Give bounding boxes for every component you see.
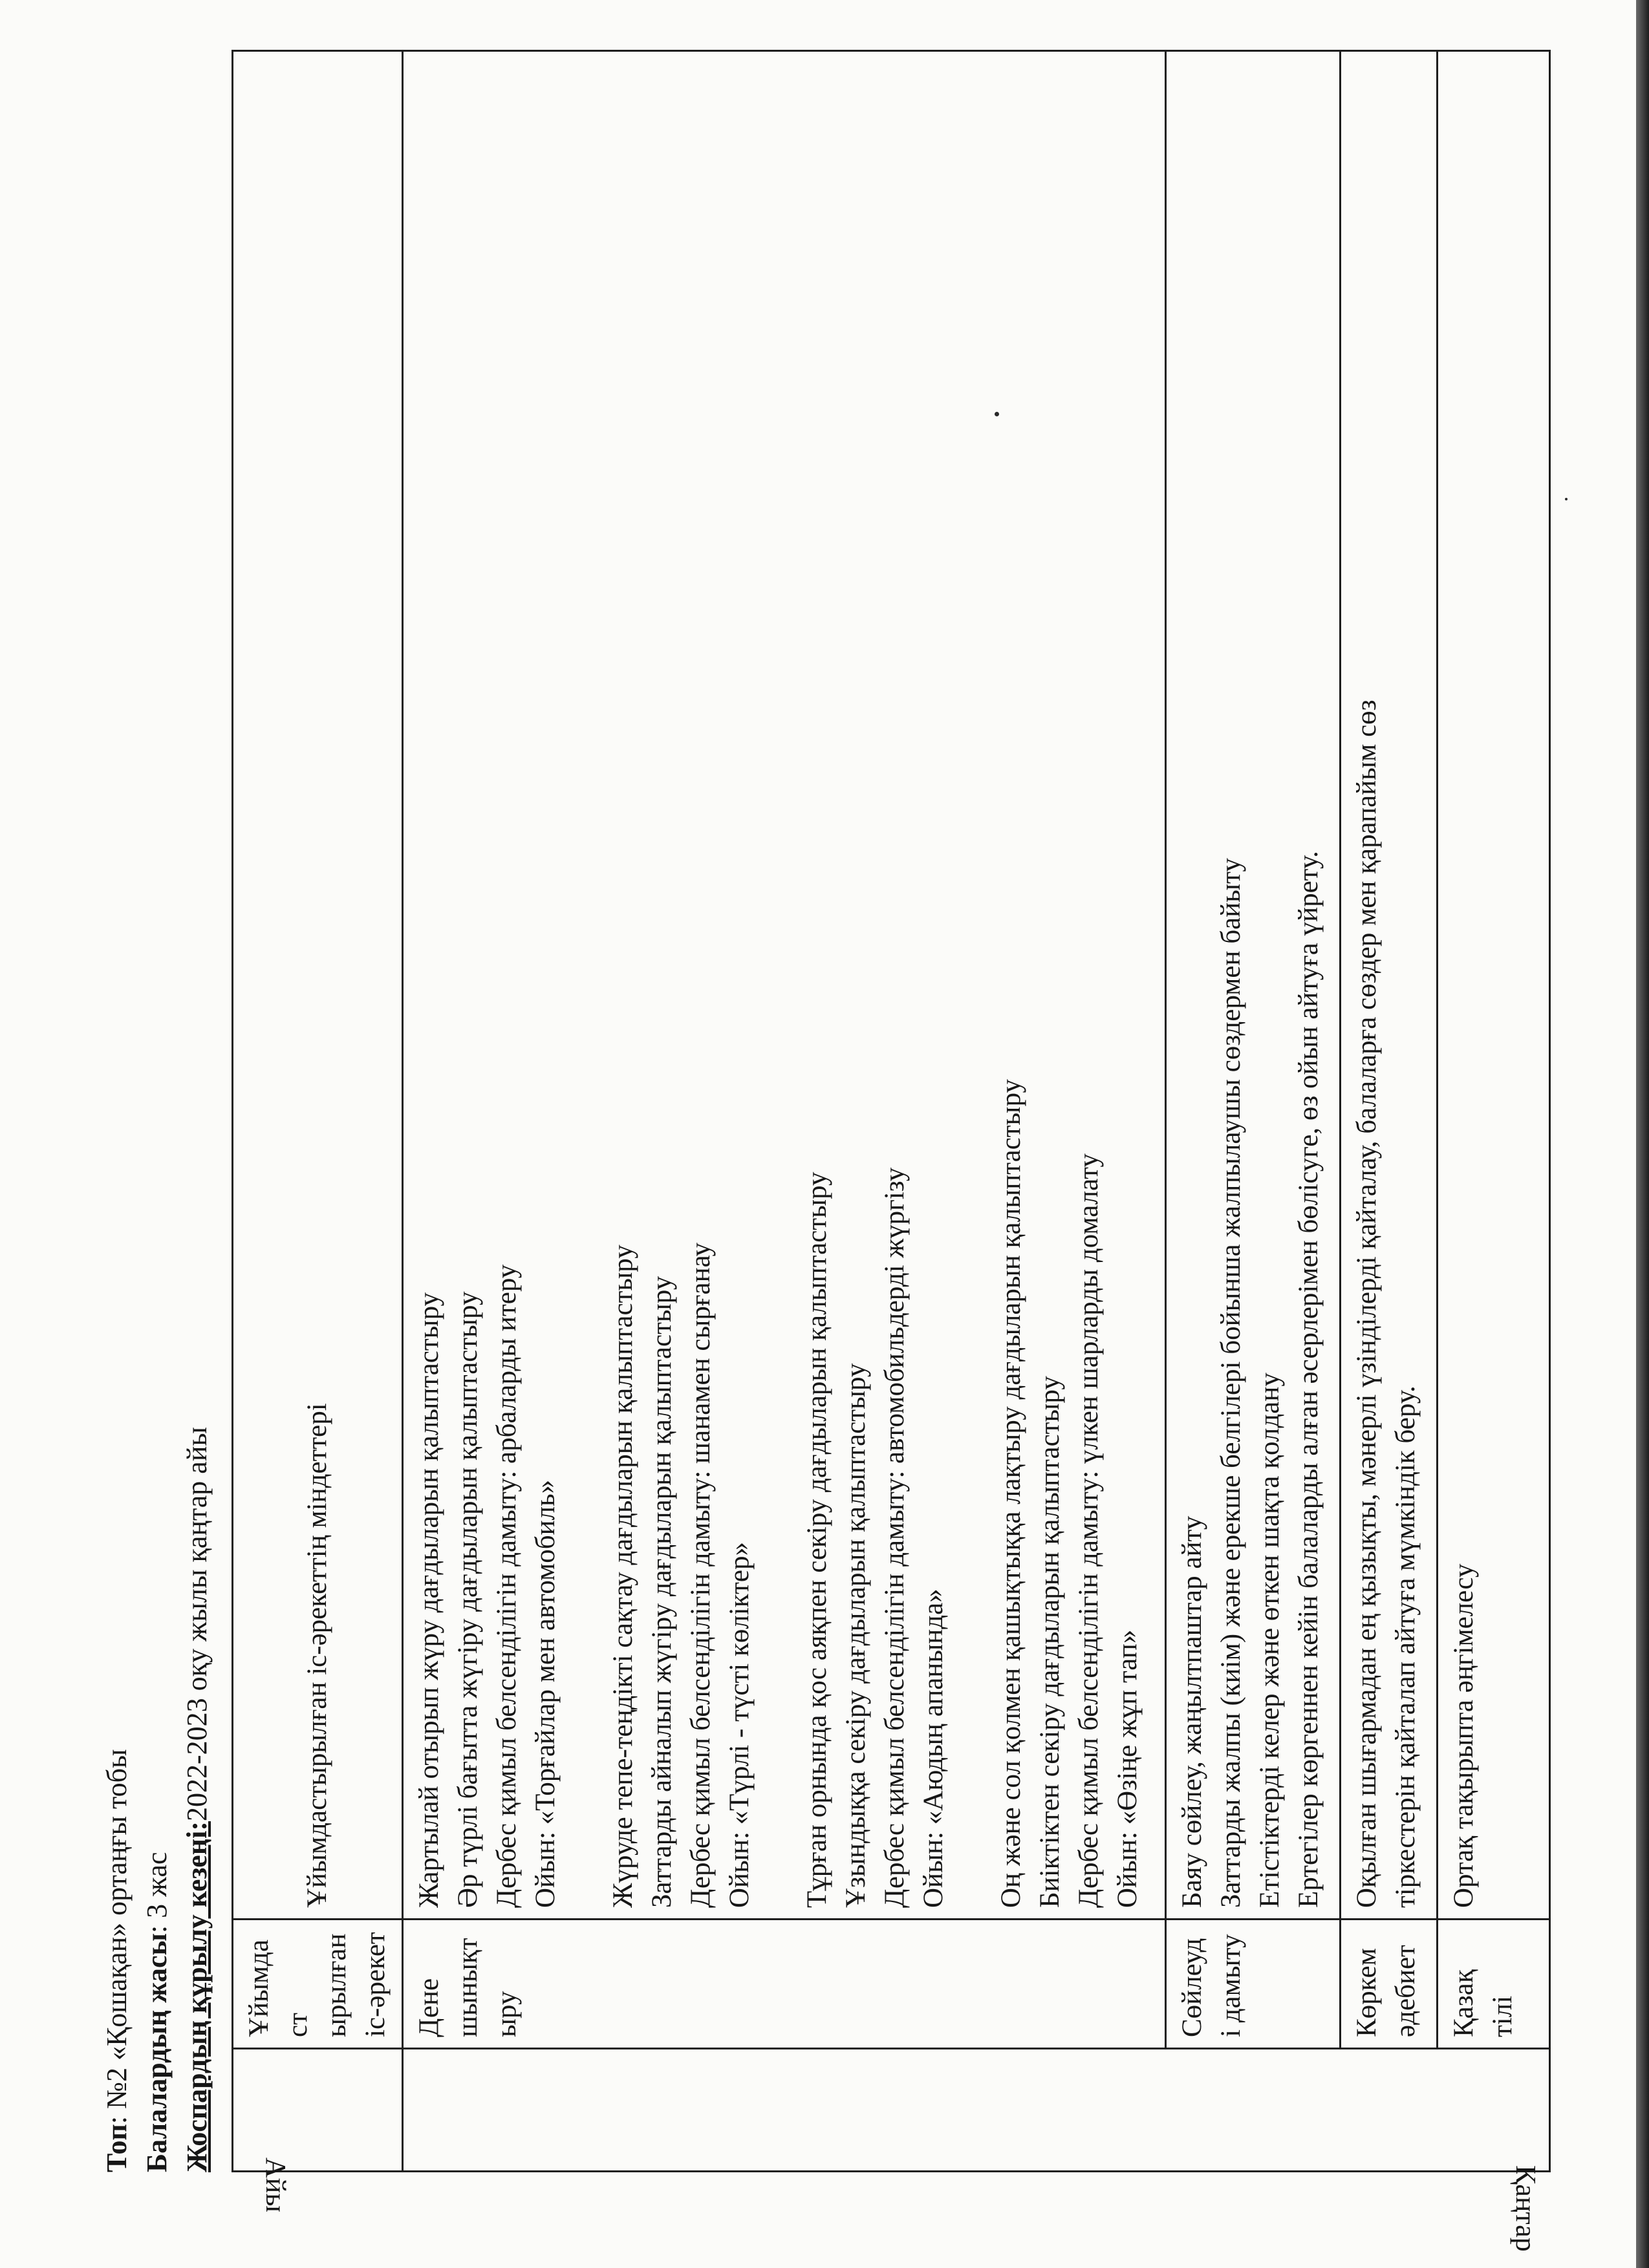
task-line: Ертегілер көргеннен кейін балаларды алған әсерлерімен бөлісуге, өз ойын айтуға үйрету. bbox=[1293, 851, 1324, 1908]
task-line: Ұзындыққа секіру дағдыларын қалыптастыру bbox=[841, 1363, 871, 1908]
group-value: : №2 «Қошақан» ортаңғы тобы bbox=[101, 1749, 133, 2124]
area-name: Дене шынықтыру bbox=[403, 1920, 1166, 2049]
month-header-cell bbox=[233, 2049, 403, 2212]
month-cell bbox=[403, 2049, 1550, 2252]
tasks-cell bbox=[403, 51, 1166, 1920]
task-line: Дербес қимыл белсенділігін дамыту: автомобильдерді жүргізу bbox=[879, 1167, 910, 1908]
task-line: Жартылай отырып жүру дағдыларын қалыптастыру bbox=[414, 1292, 444, 1908]
period-line bbox=[177, 52, 217, 2172]
rotated-page bbox=[97, 52, 1546, 2252]
task-line: Баяу сөйлеу, жаңылтпаштар айту bbox=[1177, 1515, 1207, 1908]
tasks-header: Ұйымдастырылған іс-әрекеттің міндеттері bbox=[233, 51, 403, 1920]
task-line: Ойын: «Өзіңе жұп тап» bbox=[1112, 1629, 1143, 1908]
plan-table bbox=[232, 50, 1551, 2252]
task-line: Заттарды жалпы (киім) және ерекше белгілері бойынша жалпылаушы сөздермен байыту bbox=[1216, 858, 1246, 1908]
task-line: Биіктіктен секіру дағдыларын қалыптастыру bbox=[1035, 1376, 1065, 1908]
activity-header: Ұйымдаст ырылған іс-әрекет bbox=[233, 1920, 403, 2049]
age-line bbox=[137, 52, 177, 2172]
scan-edge bbox=[1636, 0, 1649, 2268]
tasks-cell bbox=[1166, 51, 1341, 1920]
period-value: 2022-2023 оқу жылы қаңтар айы bbox=[181, 1427, 213, 1821]
task-line: тіркестерін қайталап айтуға мүмкіндік беру. bbox=[1390, 1385, 1421, 1908]
group-line bbox=[97, 52, 137, 2172]
task-line: Әр түрлі бағытта жүгіру дағдыларын қалыптастыру bbox=[453, 1291, 483, 1908]
document-header bbox=[97, 52, 246, 2172]
task-line: Заттарды айналып жүгіру дағдыларын қалыптастыру bbox=[647, 1276, 677, 1908]
task-line: Ойын: «Түрлі - түсті көліктер» bbox=[724, 1542, 755, 1908]
table-row bbox=[1438, 51, 1550, 2172]
spacer bbox=[565, 62, 604, 1908]
area-name: Сөйлеуді дамыту bbox=[1166, 1920, 1341, 2049]
tasks-cell bbox=[1341, 51, 1438, 1920]
task-line: Оң және сол қолмен қашықтыққа лақтыру дағдыларын қалыптастыру bbox=[996, 1079, 1026, 1908]
table-row bbox=[403, 51, 1166, 2172]
scan-speck bbox=[1565, 498, 1568, 500]
task-line: Дербес қимыл белсенділігін дамыту: шанамен сырғанау bbox=[685, 1243, 716, 1908]
task-line: Дербес қимыл белсенділігін дамыту: арбаларды итеру bbox=[491, 1264, 522, 1908]
age-label: Балалардың жасы bbox=[141, 1933, 173, 2172]
spacer bbox=[759, 62, 798, 1908]
month-header: Айы bbox=[260, 2157, 292, 2212]
group-label: Топ bbox=[101, 2124, 133, 2172]
spacer bbox=[953, 62, 992, 1908]
task-line: Ортақ тақырыпта әңгімелесу bbox=[1449, 1563, 1479, 1908]
area-name: Көркем әдебиет bbox=[1341, 1920, 1438, 2049]
task-line: Жүруде тепе-теңдікті сақтау дағдыларын қалыптастыру bbox=[608, 1245, 638, 1908]
task-line: Етістіктерді келер және өткен шақта қолдану bbox=[1255, 1373, 1285, 1908]
table-row bbox=[1341, 51, 1438, 2172]
task-line: Ойын: «Торғайлар мен автомобиль» bbox=[530, 1479, 561, 1908]
table-header-row bbox=[233, 51, 403, 2172]
month-name: Қаңтар bbox=[1510, 2165, 1542, 2252]
task-line: Оқылған шығармадан ең қызықты, мәнерлі үзінділерді қайталау, балаларға сөздер мен қарапайым сөз bbox=[1352, 700, 1382, 1908]
table-row bbox=[1166, 51, 1341, 2172]
tasks-cell bbox=[1438, 51, 1550, 1920]
area-name: Қазақ тілі bbox=[1438, 1920, 1550, 2049]
age-value: : 3 жас bbox=[141, 1852, 173, 1934]
task-line: Тұрған орнында қос аяқпен секіру дағдыларын қалыптастыру bbox=[802, 1171, 832, 1908]
task-line: Дербес қимыл белсенділігін дамыту: үлкен шарларды домалату bbox=[1073, 1153, 1104, 1908]
task-line: Ойын: «Аюдың апанында» bbox=[918, 1589, 949, 1908]
period-label: Жоспардың құрылу кезеңі: bbox=[181, 1821, 213, 2172]
